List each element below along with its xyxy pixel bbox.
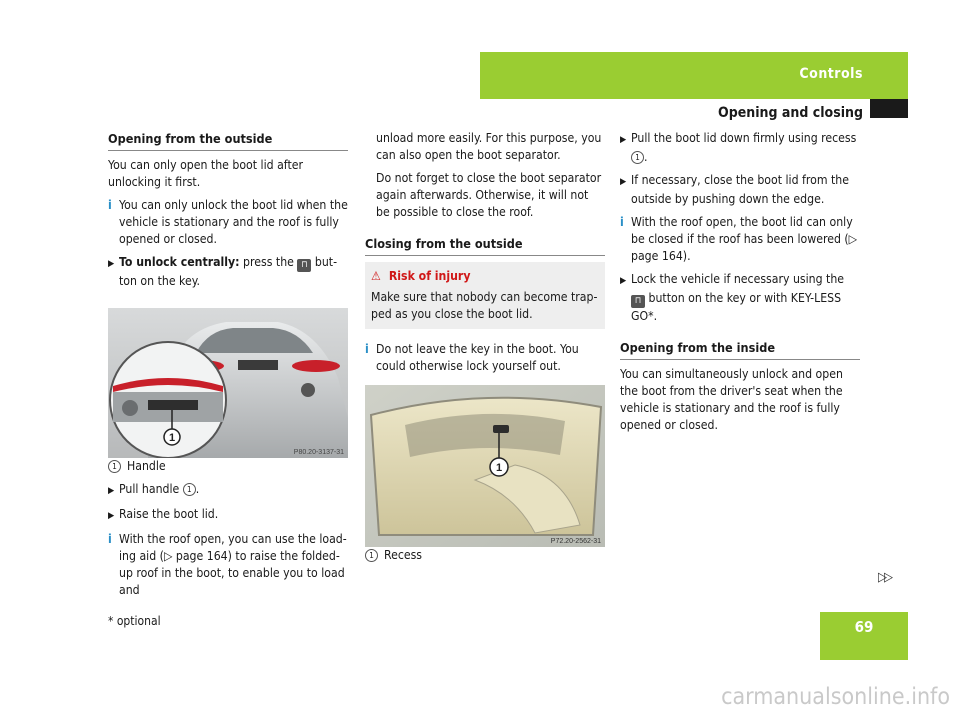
legend-recess: 1 Recess [365, 547, 605, 564]
footnote: * optional [108, 614, 161, 628]
info-icon: i [620, 215, 624, 229]
image-code: P80.20-3137-31 [293, 449, 344, 456]
callout-number-icon: 1 [108, 460, 121, 473]
lock-key-icon: ⊓ [631, 295, 645, 308]
chapter-title: Controls [799, 66, 863, 82]
continue-arrow-icon: ▷▷ [878, 570, 890, 585]
info-icon: i [365, 342, 369, 356]
boot-recess-image [365, 385, 605, 547]
arrow-icon: ▶ [108, 259, 115, 269]
info-note-loading-aid: i With the roof open, you can use the load-ing aid (▷ page 164) to raise the folded-up roof in the boot, to enable you to load and [108, 532, 347, 597]
column-1 [108, 130, 348, 605]
section-title: Opening and closing [717, 105, 863, 121]
info-note-roof: i With the roof open, the boot lid can only be closed if the roof has been lowered (▷ page 164). [620, 215, 858, 263]
step-close-lid: ▶ If necessary, close the boot lid from the outside by pushing down the edge. [620, 173, 849, 206]
image-code: P72.20-2562-31 [550, 538, 601, 545]
step-lock-vehicle: ▶ Lock the vehicle if necessary using the ⊓ button on the key or with KEY-LESS GO*. [620, 272, 845, 323]
unlock-key-icon: ⊓ [297, 259, 311, 272]
warning-box [365, 262, 605, 329]
callout-number-icon: 1 [365, 549, 378, 562]
image-callout-1: 1 [168, 432, 176, 444]
info-note-key: i Do not leave the key in the boot. You could otherwise lock yourself out. [365, 342, 579, 373]
warning-title: Risk of injury [388, 269, 471, 283]
info-icon: i [108, 532, 112, 546]
heading-opening-inside: Opening from the inside [620, 339, 860, 360]
arrow-icon: ▶ [108, 511, 115, 521]
arrow-icon: ▶ [620, 177, 627, 187]
continued-text: unload more easily. For this purpose, you can also open the boot separator. [376, 131, 602, 162]
info-icon: i [108, 198, 112, 212]
callout-number-icon: 1 [631, 151, 644, 164]
step-unlock: ▶ To unlock centrally: press the ⊓ but-ton on the key. [108, 255, 338, 288]
boot-handle-image [108, 308, 348, 458]
step-raise-lid: ▶ Raise the boot lid. [108, 506, 348, 525]
arrow-icon: ▶ [620, 135, 627, 145]
step-pull-lid-down: ▶ Pull the boot lid down firmly using recess 1 . [620, 131, 857, 164]
legend-handle: 1 Handle [108, 458, 348, 475]
column-3 [620, 130, 860, 440]
column-2 [365, 130, 605, 570]
info-note: i You can only unlock the boot lid when the vehicle is stationary and the roof is fully opened or closed. [108, 198, 348, 246]
separator-text: Do not forget to close the boot separator again afterwards. Otherwise, it will not be possible to close the roof. [376, 171, 602, 219]
section-marker [870, 99, 908, 118]
image-callout-1: 1 [495, 462, 503, 474]
warning-icon: ⚠ [371, 269, 381, 283]
intro-text: You can only open the boot lid after unlocking it first. [108, 158, 303, 189]
page-ref-icon: ▷ [163, 549, 176, 563]
warning-text: Make sure that nobody can become trap-ped as you close the boot lid. [371, 290, 598, 321]
heading-opening-outside: Opening from the outside [108, 130, 348, 151]
arrow-icon: ▶ [108, 486, 115, 496]
arrow-icon: ▶ [620, 276, 627, 286]
page-ref-icon: ▷ [848, 232, 858, 246]
heading-closing-outside: Closing from the outside [365, 235, 605, 256]
page-number: 69 [854, 618, 874, 636]
callout-number-icon: 1 [183, 483, 196, 496]
step-pull-handle: ▶ Pull handle 1 . [108, 481, 348, 500]
watermark: carmanualsonline.info [721, 684, 950, 710]
inside-body: You can simultaneously unlock and open the boot from the driver's seat when the vehicle is stationary and the roof is fully opened or closed. [620, 367, 843, 432]
